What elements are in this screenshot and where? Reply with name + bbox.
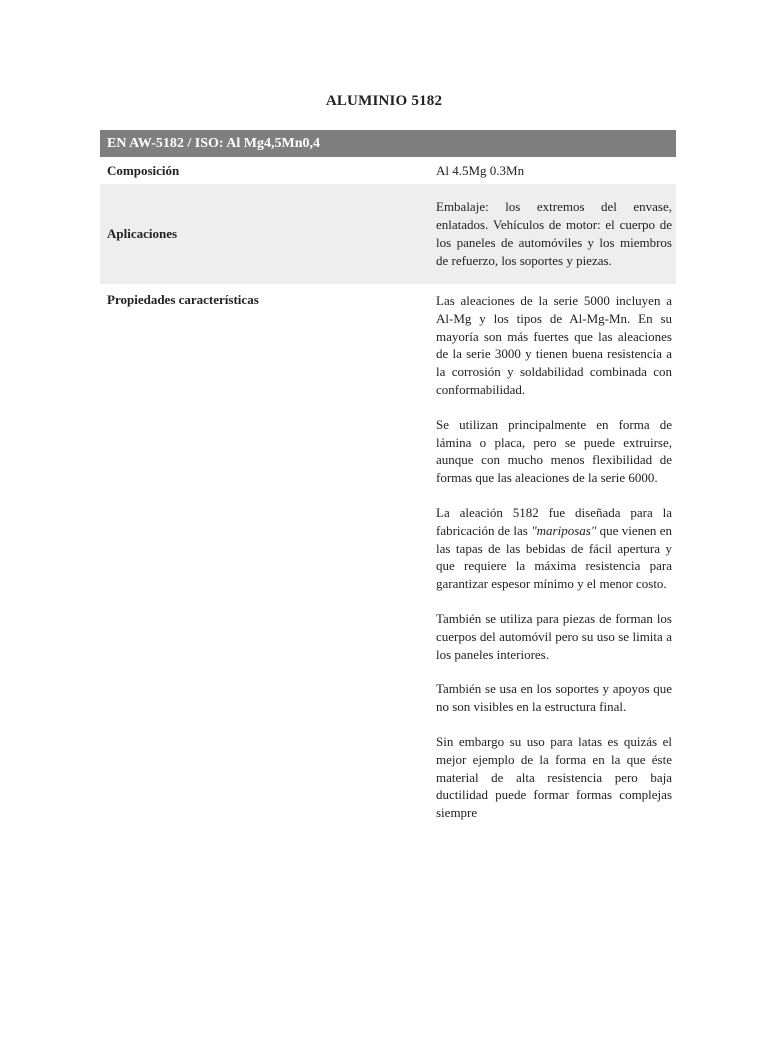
table-header: EN AW-5182 / ISO: Al Mg4,5Mn0,4: [100, 130, 676, 157]
propiedades-value: [436, 292, 676, 1062]
p3-text-before: La aleación 5182 fue diseñada para la fabricación de las: [436, 504, 672, 538]
p3-emphasis-mariposas: "mariposas": [531, 522, 597, 538]
propiedades-paragraph-4: También se utiliza para piezas de forman los cuerpos del automóvil pero su uso se limita a los paneles interiores.: [436, 610, 672, 662]
aplicaciones-value: Embalaje: los extremos del envase, enlatados. Vehículos de motor: el cuerpo de los paneles de automóviles y los miembros de refuerzo, los soportes y piezas.: [436, 199, 672, 268]
composicion-value: Al 4.5Mg 0.3Mn: [436, 163, 525, 178]
propiedades-paragraph-6: Sin embargo su uso para latas es quizás el mejor ejemplo de la forma en la que éste material de alta resistencia pero baja ductilidad puede formar formas complejas siempre: [436, 733, 672, 821]
propiedades-paragraph-2: Se utilizan principalmente en forma de lámina o placa, pero se puede extruirse, aunque con mucho menos flexibilidad de formas que las aleaciones de la serie 6000.: [436, 416, 672, 486]
propiedades-paragraph-5: También se usa en los soportes y apoyos que no son visibles en la estructura final.: [436, 681, 672, 715]
composicion-label: Composición: [107, 162, 180, 178]
document-title: ALUMINIO 5182: [325, 93, 443, 109]
propiedades-label: Propiedades características: [107, 292, 259, 307]
aplicaciones-label: Aplicaciones: [107, 226, 178, 241]
row-composicion: [100, 157, 676, 184]
propiedades-paragraph-3: [436, 504, 672, 593]
row-aplicaciones: [100, 184, 676, 284]
propiedades-paragraph-1: Las aleaciones de la serie 5000 incluyen a Al-Mg y los tipos de Al-Mg-Mn. En su mayoría son más fuertes que las aleaciones de la serie 3000 y tienen buena resistencia a la corrosión y soldabilidad combinada con conformabilidad.: [436, 293, 672, 397]
spec-table: [100, 130, 676, 1062]
row-propiedades: [100, 284, 676, 1062]
p3-text-after: que vienen en las tapas de las bebidas de fácil apertura y que requiere la máxima resistencia para garantizar espesor mínimo y el menor costo.: [436, 522, 672, 592]
